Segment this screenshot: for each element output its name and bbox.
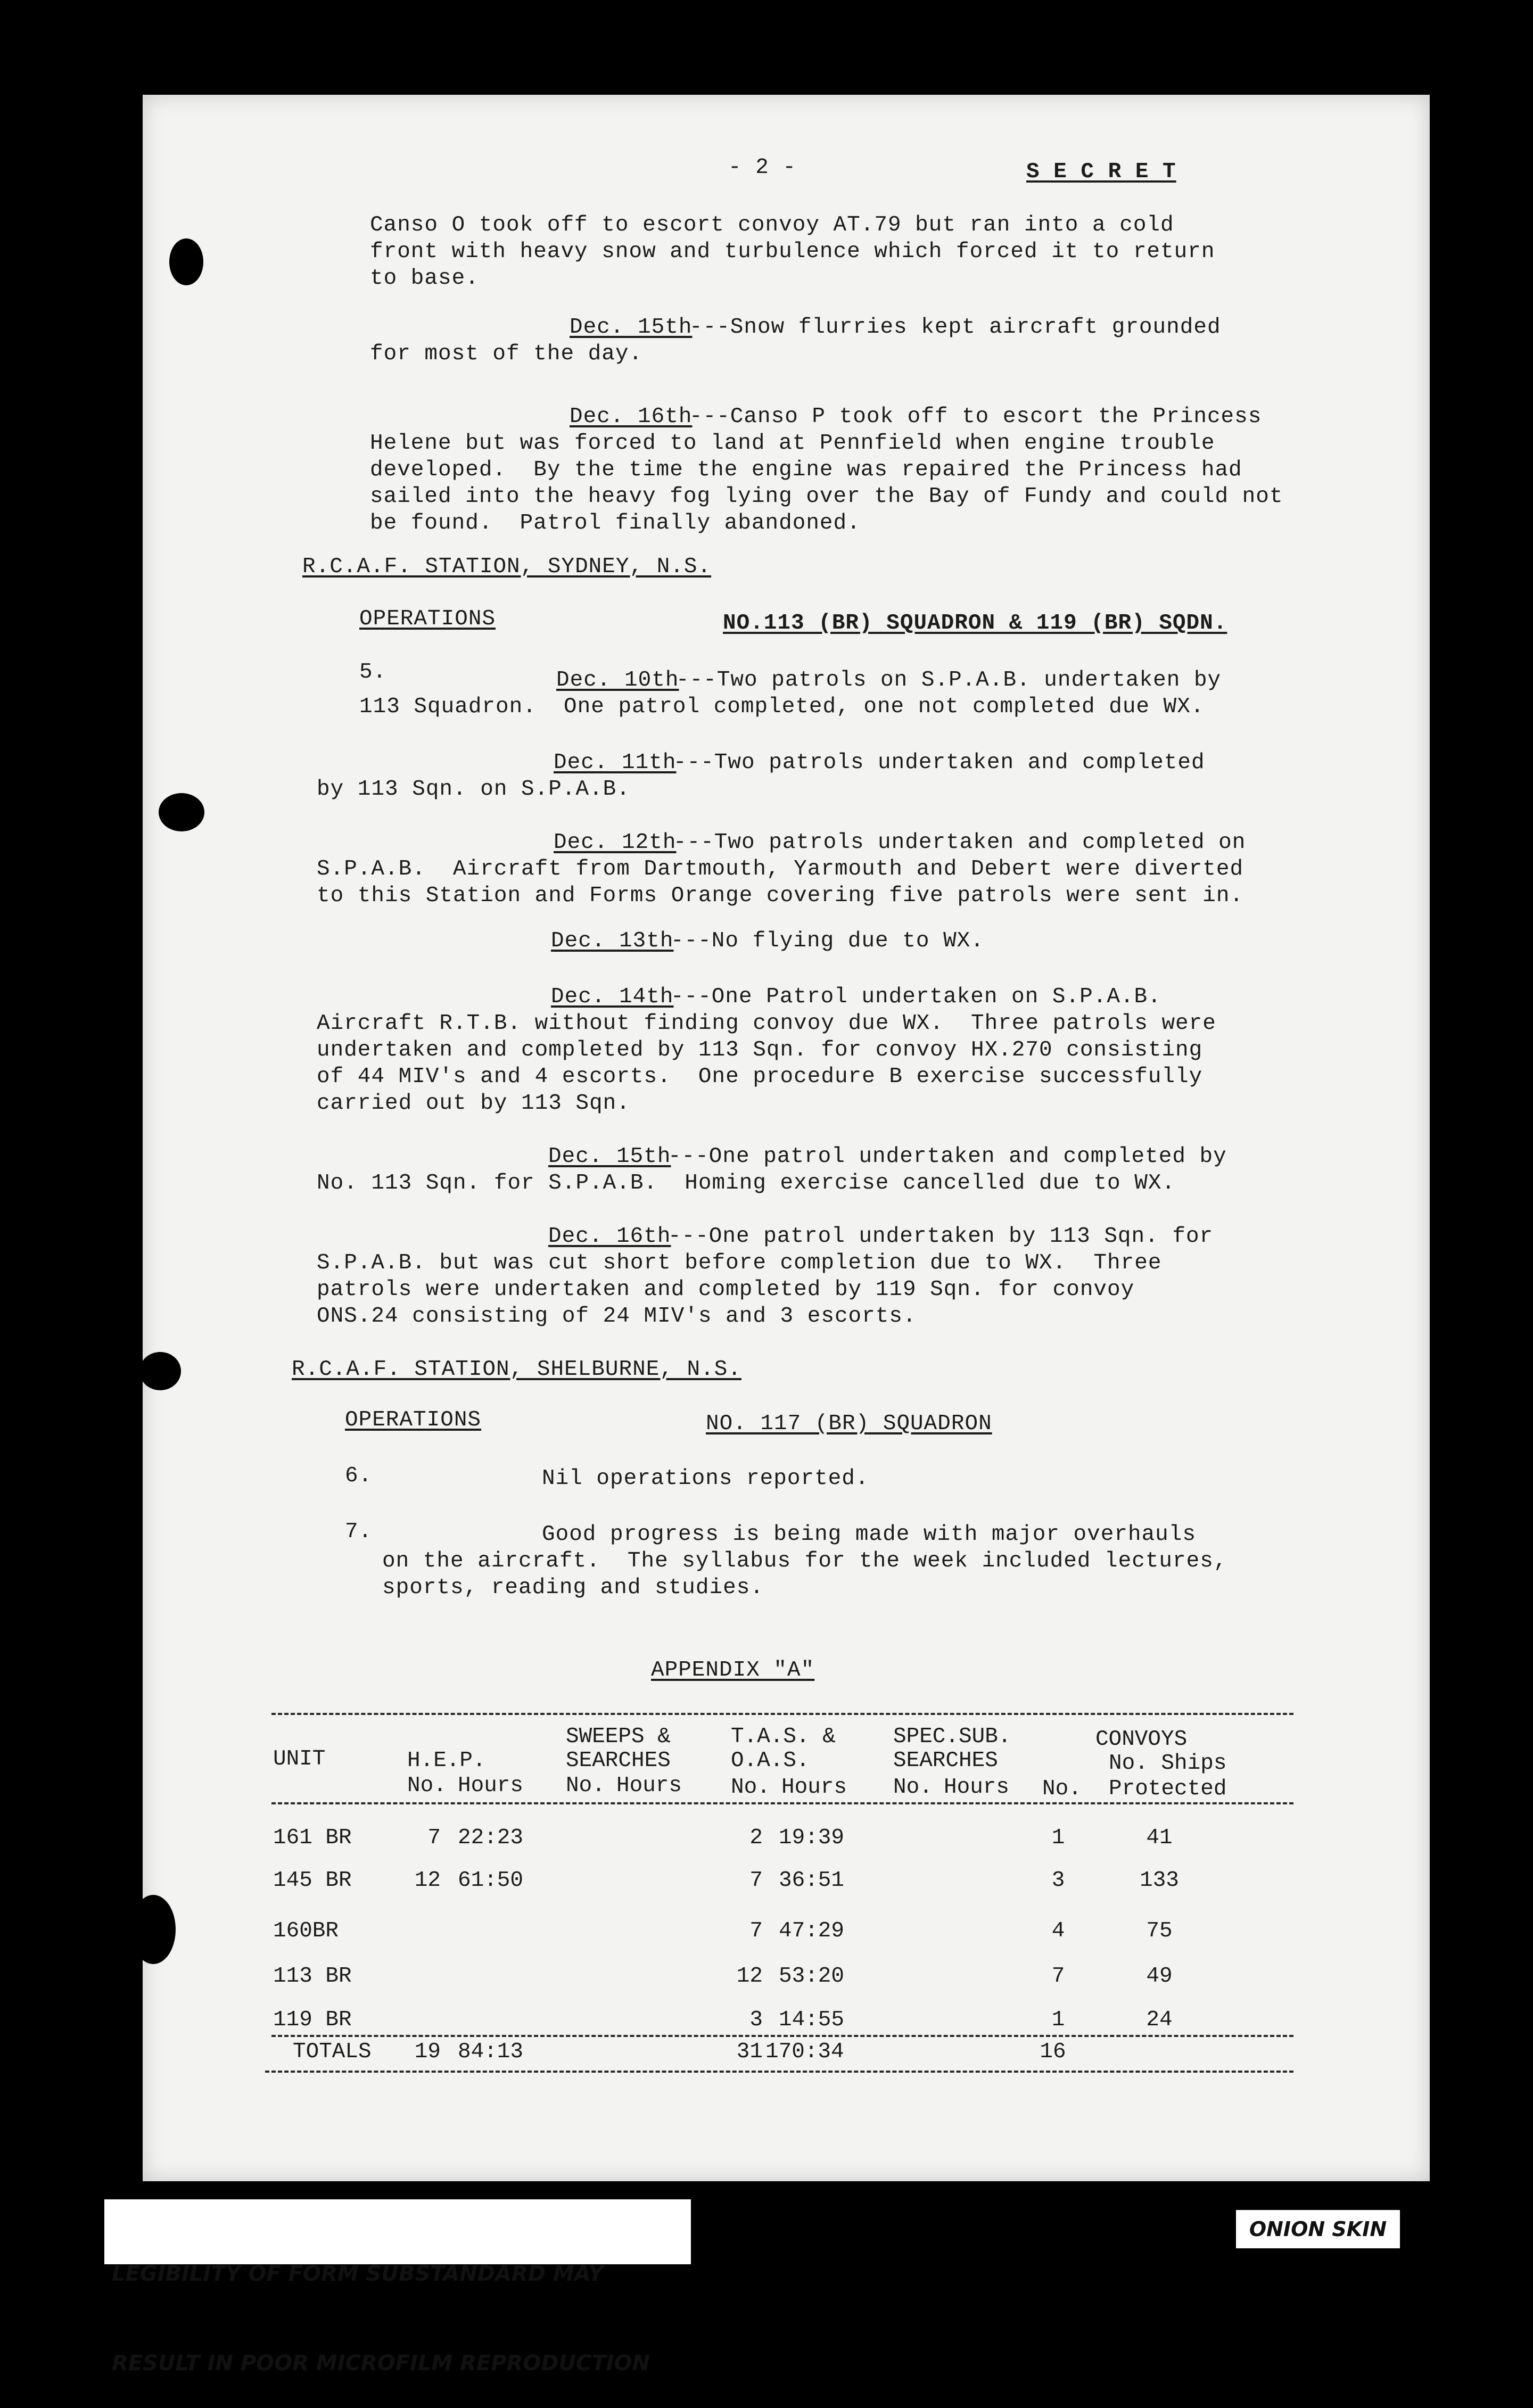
para7-line: sports, reading and studies. [382,1576,764,1600]
col-header-specsearches: SEARCHES [893,1749,998,1773]
entry-line: ---One Patrol undertaken on S.P.A.B. [671,985,1161,1009]
cell-tas-hours: 53:20 [779,1964,845,1989]
subheader-hours: Hours [944,1775,1010,1800]
cell-ships: 75 [1146,1919,1173,1943]
squadron-heading-shelburne: NO. 117 (BR) SQUADRON [706,1412,992,1436]
entry-date: Dec. 11th [554,751,677,775]
cell-unit: 145 BR [273,1868,352,1893]
intro-line: Canso O took off to escort convoy AT.79 but ran into a cold [370,213,1174,237]
table-top-rule [271,1713,1293,1715]
cell-tas-hours: 47:29 [779,1919,845,1943]
intro-line: to base. [370,266,479,291]
para7-line: Good progress is being made with major overhauls [542,1522,1196,1547]
cell-unit: 113 BR [273,1964,352,1989]
col-header-specsub: SPEC.SUB. [893,1725,1011,1749]
entry-date: Dec. 16th [570,405,693,429]
cell-hep-no: 7 [427,1826,441,1850]
cell-convoy-no: 1 [1051,1826,1065,1850]
cell-hep-hours: 61:50 [458,1868,524,1893]
entry-line: undertaken and completed by 113 Sqn. for convoy HX.270 consisting [317,1038,1203,1062]
cell-tas-no: 2 [749,1826,763,1850]
cell-hep-hours: 22:23 [458,1826,524,1850]
entry-line: ---Two patrols undertaken and completed on [673,830,1246,855]
cell-tas-hours: 19:39 [779,1826,845,1850]
totals-hep-no: 19 [414,2040,441,2064]
paragraph-number: 7. [345,1520,373,1544]
document-page [143,95,1430,2181]
entry-date: Dec. 15th [548,1144,671,1169]
classification-marking: S E C R E T [1026,160,1176,184]
paragraph-number: 6. [345,1464,373,1488]
entry-date: Dec. 16th [548,1224,671,1249]
entry-line: ---Canso P took off to escort the Princess [689,405,1262,429]
entry-line: ---Snow flurries kept aircraft grounded [689,315,1221,340]
entry-line: ---Two patrols undertaken and completed [673,751,1205,775]
entry-line: ---One patrol undertaken by 113 Sqn. for [668,1224,1214,1249]
subheader-no: No. [407,1774,447,1798]
entry-line: Helene but was forced to land at Pennfield when engine trouble [370,431,1215,456]
entry-line: carried out by 113 Sqn. [317,1091,630,1116]
entry-date: Dec. 12th [554,830,677,855]
squadron-heading-sydney: NO.113 (BR) SQUADRON & 119 (BR) SQDN. [723,611,1227,636]
punch-hole [139,1352,181,1390]
cell-ships: 41 [1146,1826,1173,1850]
paragraph-number: 5. [359,660,387,685]
totals-tas-hours: 170:34 [765,2040,844,2064]
subheader-no: No. [731,1775,770,1800]
totals-top-rule [271,2035,1293,2037]
col-header-unit: UNIT [273,1747,326,1771]
station-heading-sydney: R.C.A.F. STATION, SYDNEY, N.S. [302,555,712,579]
appendix-title: APPENDIX "A" [651,1658,815,1683]
cell-unit: 160BR [273,1919,339,1943]
page-number: - 2 - [728,155,797,180]
entry-line: ONS.24 consisting of 24 MIV's and 3 escorts. [317,1304,917,1329]
cell-tas-no: 3 [749,2008,763,2032]
subheader-hours: Hours [616,1774,682,1798]
totals-hep-hours: 84:13 [458,2040,524,2064]
col-header-tas: T.A.S. & [731,1725,836,1749]
cell-tas-hours: 14:55 [779,2008,845,2032]
cell-convoy-no: 7 [1051,1964,1065,1989]
cell-tas-no: 7 [749,1919,763,1943]
entry-line: S.P.A.B. but was cut short before completion due to WX. Three [317,1251,1162,1275]
col-header-convoys: CONVOYS [1095,1727,1188,1752]
cell-convoy-no: 1 [1051,2008,1065,2032]
entry-line: S.P.A.B. Aircraft from Dartmouth, Yarmouth and Debert were diverted [317,857,1244,881]
entry-line: 113 Squadron. One patrol completed, one not completed due WX. [359,695,1205,719]
entry-line: to this Station and Forms Orange covering five patrols were sent in. [317,884,1244,908]
cell-unit: 119 BR [273,2008,352,2032]
cell-convoy-no: 3 [1051,1868,1065,1893]
col-header-sweeps: SWEEPS & [566,1725,671,1749]
cell-unit: 161 BR [273,1826,352,1850]
subheader-no: No. [1042,1777,1082,1801]
subheader-hours: Hours [781,1775,847,1800]
entry-line: ---Two patrols on S.P.A.B. undertaken by [676,668,1222,692]
punch-hole [169,238,203,285]
para6-text: Nil operations reported. [542,1466,869,1491]
notice-line: RESULT IN POOR MICROFILM REPRODUCTION [112,2351,650,2376]
entry-date: Dec. 14th [551,985,674,1009]
entry-line: of 44 MIV's and 4 escorts. One procedure B exercise successfully [317,1065,1203,1089]
entry-line: ---One patrol undertaken and completed by [668,1144,1227,1169]
cell-ships: 24 [1146,2008,1173,2032]
cell-hep-no: 12 [414,1868,441,1893]
entry-line: by 113 Sqn. on S.P.A.B. [317,777,630,802]
totals-convoy-no: 16 [1040,2040,1066,2064]
entry-line: for most of the day. [370,342,643,366]
col-header-no-ships: No. Ships [1109,1751,1227,1776]
intro-line: front with heavy snow and turbulence which forced it to return [370,240,1215,264]
subheader-no: No. [893,1775,933,1800]
entry-date: Dec. 13th [551,929,674,953]
entry-line: patrols were undertaken and completed by 119 Sqn. for convoy [317,1277,1135,1302]
cell-convoy-no: 4 [1051,1919,1065,1943]
cell-tas-hours: 36:51 [779,1868,845,1893]
station-heading-shelburne: R.C.A.F. STATION, SHELBURNE, N.S. [292,1357,741,1382]
entry-line: Aircraft R.T.B. without finding convoy due WX. Three patrols were [317,1011,1216,1036]
cell-ships: 49 [1146,1964,1173,1989]
punch-hole [131,1895,176,1964]
entry-date: Dec. 10th [556,668,679,692]
para7-line: on the aircraft. The syllabus for the week included lectures, [382,1549,1227,1573]
col-header-oas: O.A.S. [731,1749,810,1773]
totals-label: TOTALS [293,2040,372,2064]
entry-line: ---No flying due to WX. [671,929,984,953]
cell-ships: 133 [1140,1868,1179,1893]
microfilm-legibility-notice [104,2199,691,2376]
notice-line: LEGIBILITY OF FORM SUBSTANDARD MAY [112,2262,604,2286]
entry-line: be found. Patrol finally abandoned. [370,511,861,535]
appendix-table [143,95,1430,2181]
col-header-hep: H.E.P. [407,1749,486,1773]
header-bottom-rule [271,1802,1293,1804]
punch-hole [159,793,204,831]
entry-line: developed. By the time the engine was repaired the Princess had [370,458,1242,482]
operations-label: OPERATIONS [359,607,496,631]
entry-date: Dec. 15th [570,315,693,340]
operations-label: OPERATIONS [345,1408,482,1432]
subheader-protected: Protected [1109,1777,1227,1801]
entry-line: sailed into the heavy fog lying over the Bay of Fundy and could not [370,484,1283,509]
totals-tas-no: 31 [736,2040,763,2064]
onion-skin-label: ONION SKIN [1236,2210,1400,2248]
col-header-searches: SEARCHES [566,1749,671,1773]
subheader-hours: Hours [458,1774,524,1798]
entry-line: No. 113 Sqn. for S.P.A.B. Homing exercise cancelled due to WX. [317,1171,1176,1195]
cell-tas-no: 7 [749,1868,763,1893]
cell-tas-no: 12 [736,1964,763,1989]
table-bottom-rule [265,2071,1293,2073]
subheader-no: No. [566,1774,605,1798]
